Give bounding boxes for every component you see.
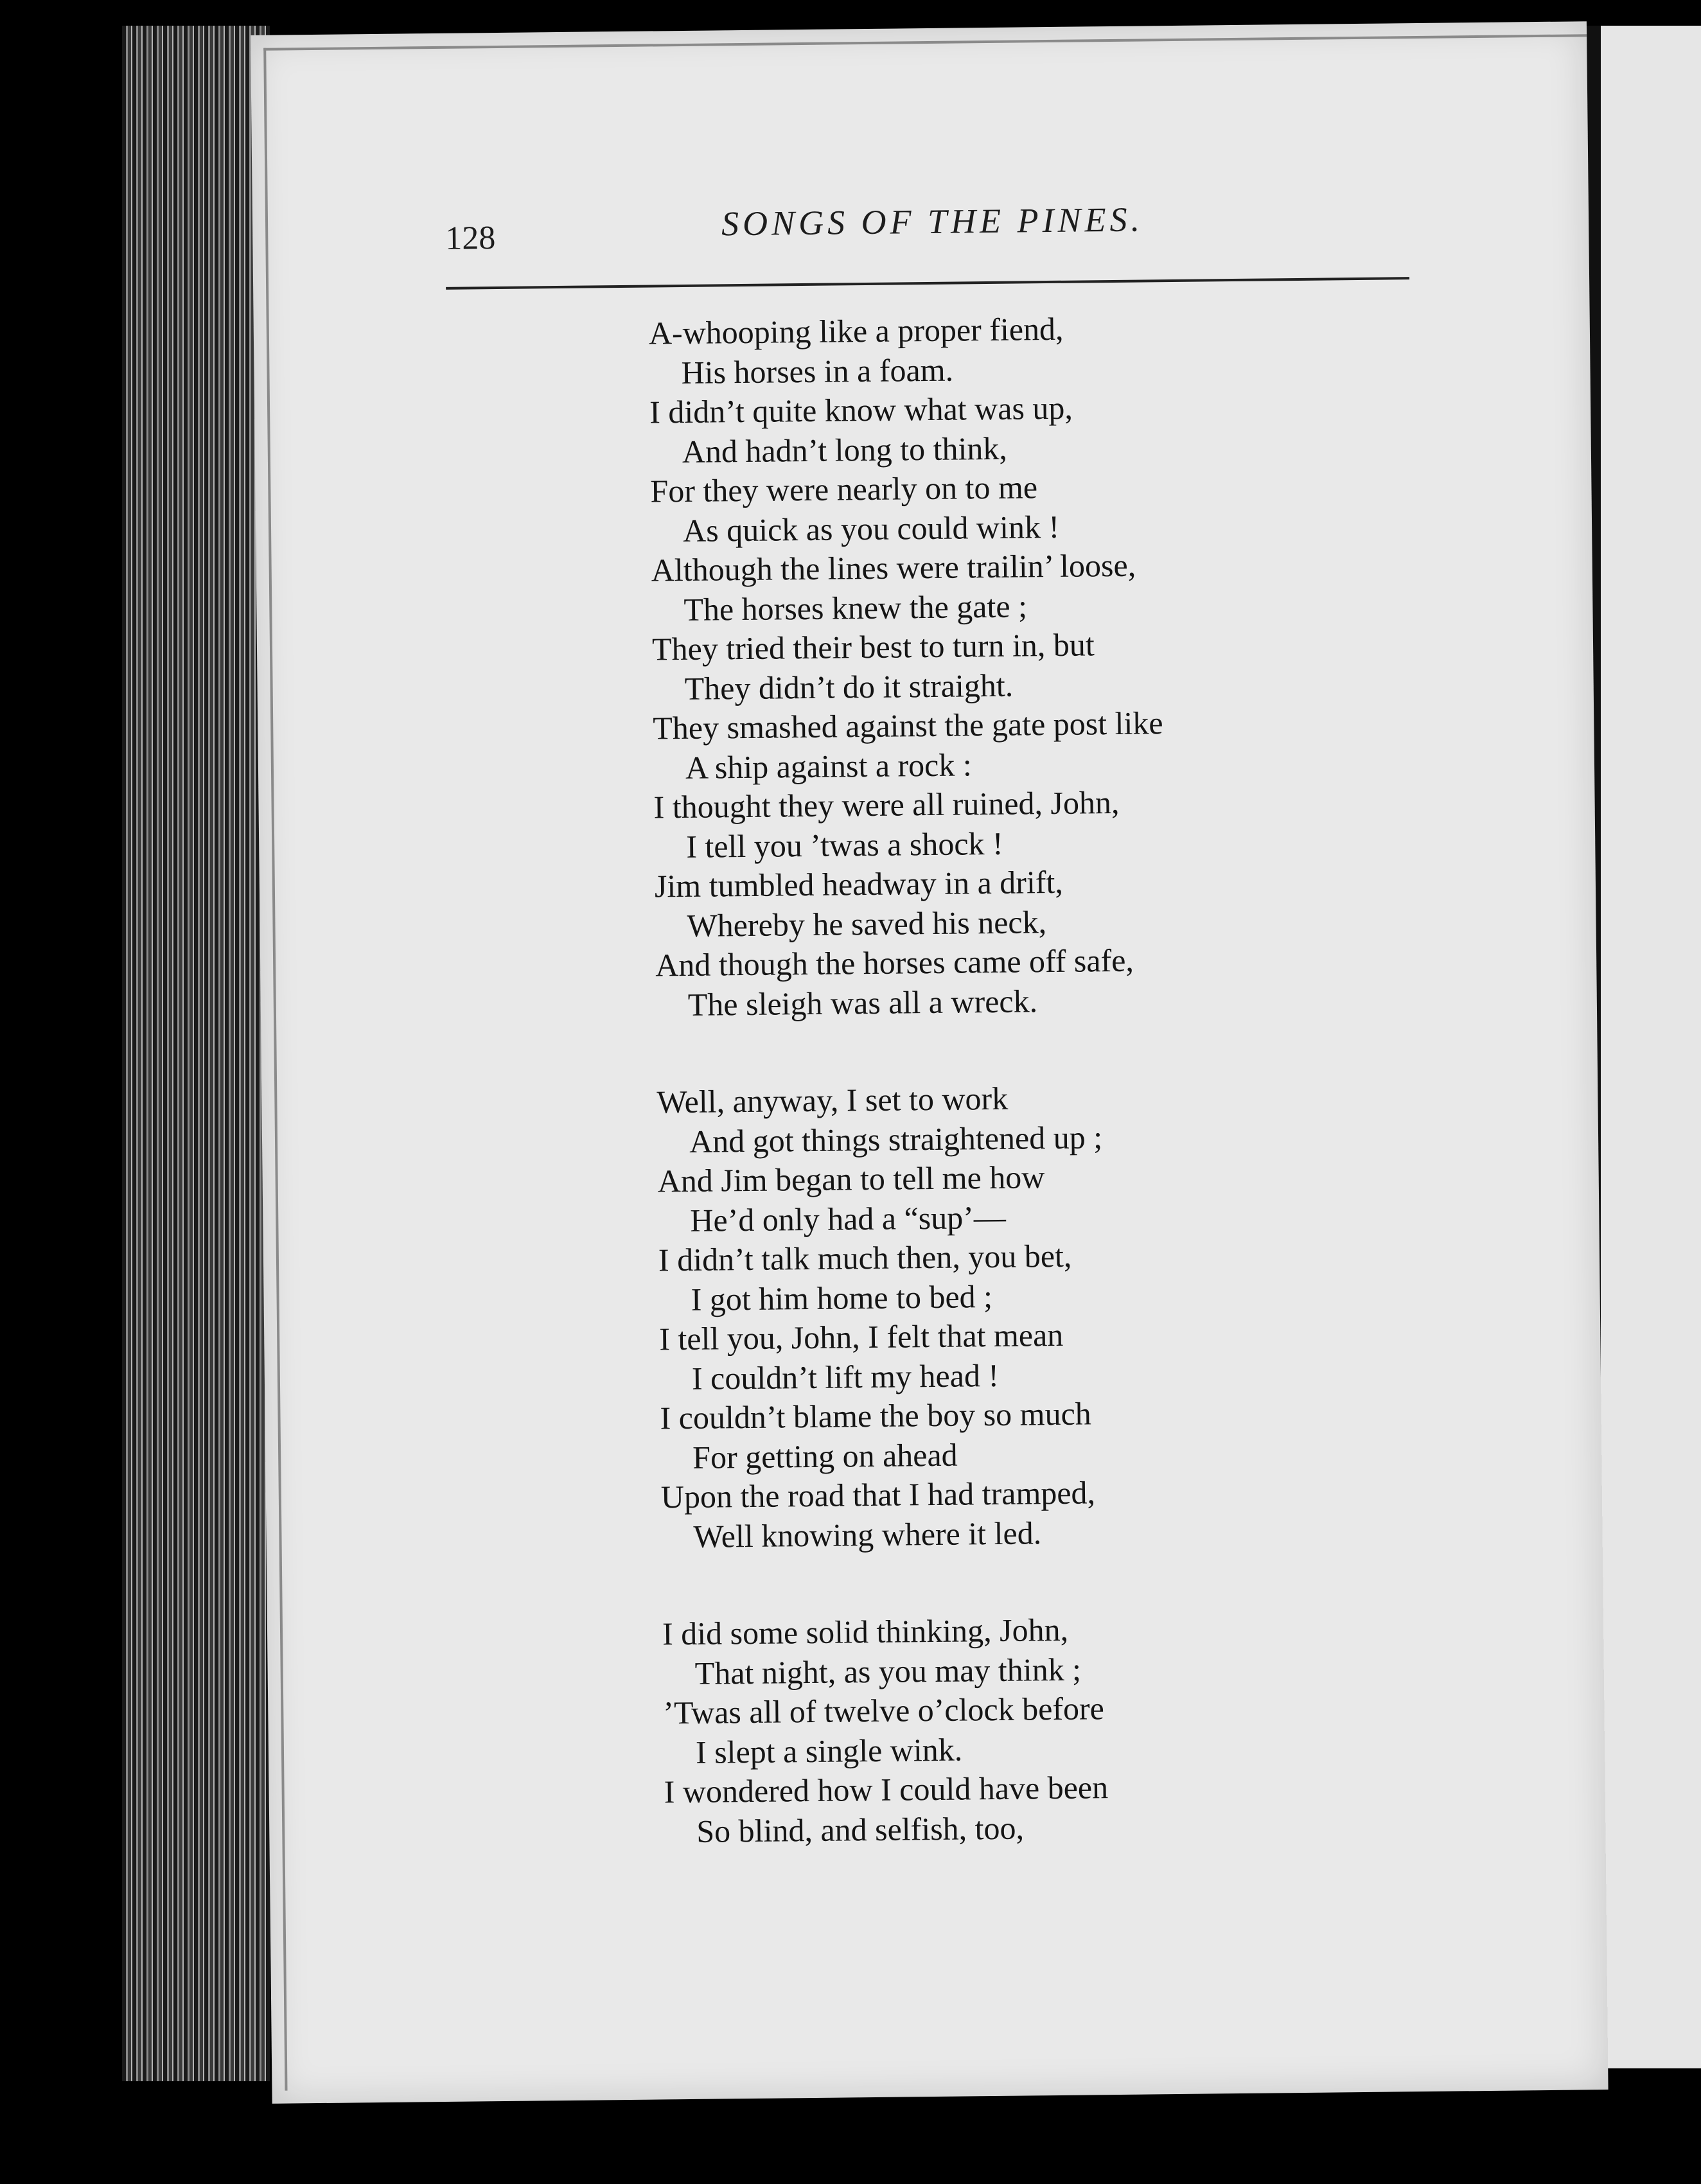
poem-line: So blind, and selfish, too,	[696, 1810, 1025, 1849]
poem-body	[649, 306, 1371, 1851]
stanza	[657, 1075, 1368, 1556]
poem-line: They tried their best to turn in, but	[651, 626, 1095, 667]
book-page-edges	[122, 26, 270, 2081]
poem-line: I did some solid thinking, John,	[662, 1611, 1069, 1652]
stanza	[649, 306, 1363, 1025]
poem-line: And though the horses came off safe,	[655, 942, 1134, 983]
poem-line: As quick as you could wink !	[682, 508, 1060, 549]
poem-line: And hadn’t long to think,	[682, 430, 1008, 470]
poem-line: And got things straightened up ;	[689, 1118, 1103, 1159]
poem-line: I got him home to bed ;	[691, 1278, 993, 1317]
poem-line: ’Twas all of twelve o’clock before	[663, 1690, 1105, 1731]
poem-line: I didn’t talk much then, you bet,	[658, 1237, 1072, 1278]
poem-line: I didn’t quite know what was up,	[649, 389, 1073, 430]
poem-line: His horses in a foam.	[681, 351, 954, 391]
poem-line: I tell you ’twas a shock !	[685, 825, 1003, 865]
poem-line: He’d only had a “sup’—	[690, 1199, 1007, 1238]
stanza	[662, 1607, 1371, 1851]
poem-line: Well knowing where it led.	[693, 1514, 1042, 1554]
poem-line: That night, as you may think ;	[694, 1651, 1082, 1691]
poem-line: I tell you, John, I felt that mean	[658, 1316, 1064, 1357]
poem-line: The sleigh was all a wreck.	[687, 982, 1038, 1023]
poem-line: For they were nearly on to me	[650, 469, 1038, 509]
poem-line: Although the lines were trailin’ loose,	[651, 547, 1136, 588]
poem-line: They smashed against the gate post like	[653, 705, 1163, 746]
poem-line: Well, anyway, I set to work	[657, 1080, 1009, 1120]
poem-line: And Jim began to tell me how	[657, 1159, 1045, 1199]
page-number: 128	[445, 220, 496, 257]
poem-line: Upon the road that I had tramped,	[660, 1474, 1096, 1515]
stanza-break	[662, 1549, 1369, 1615]
poem-line: I slept a single wink.	[695, 1731, 963, 1770]
book-page	[251, 21, 1608, 2104]
running-head	[445, 184, 1441, 265]
poem-line: I couldn’t blame the boy so much	[660, 1395, 1092, 1436]
poem-line: They didn’t do it straight.	[684, 667, 1014, 707]
poem-line: A-whooping like a proper fiend,	[648, 310, 1064, 351]
poem-line: A ship against a rock :	[685, 746, 973, 786]
poem-line: I couldn’t lift my head !	[691, 1357, 1000, 1396]
running-title: SONGS OF THE PINES.	[721, 200, 1144, 243]
poem-line: I wondered how I could have been	[664, 1769, 1109, 1810]
poem-line: Whereby he saved his neck,	[687, 903, 1047, 944]
stanza-break	[656, 1017, 1363, 1083]
poem-line: I thought they were all ruined, John,	[653, 784, 1120, 825]
poem-line: For getting on ahead	[692, 1436, 958, 1475]
poem-line: The horses knew the gate ;	[683, 587, 1028, 628]
poem-line: Jim tumbled headway in a drift,	[654, 863, 1064, 904]
